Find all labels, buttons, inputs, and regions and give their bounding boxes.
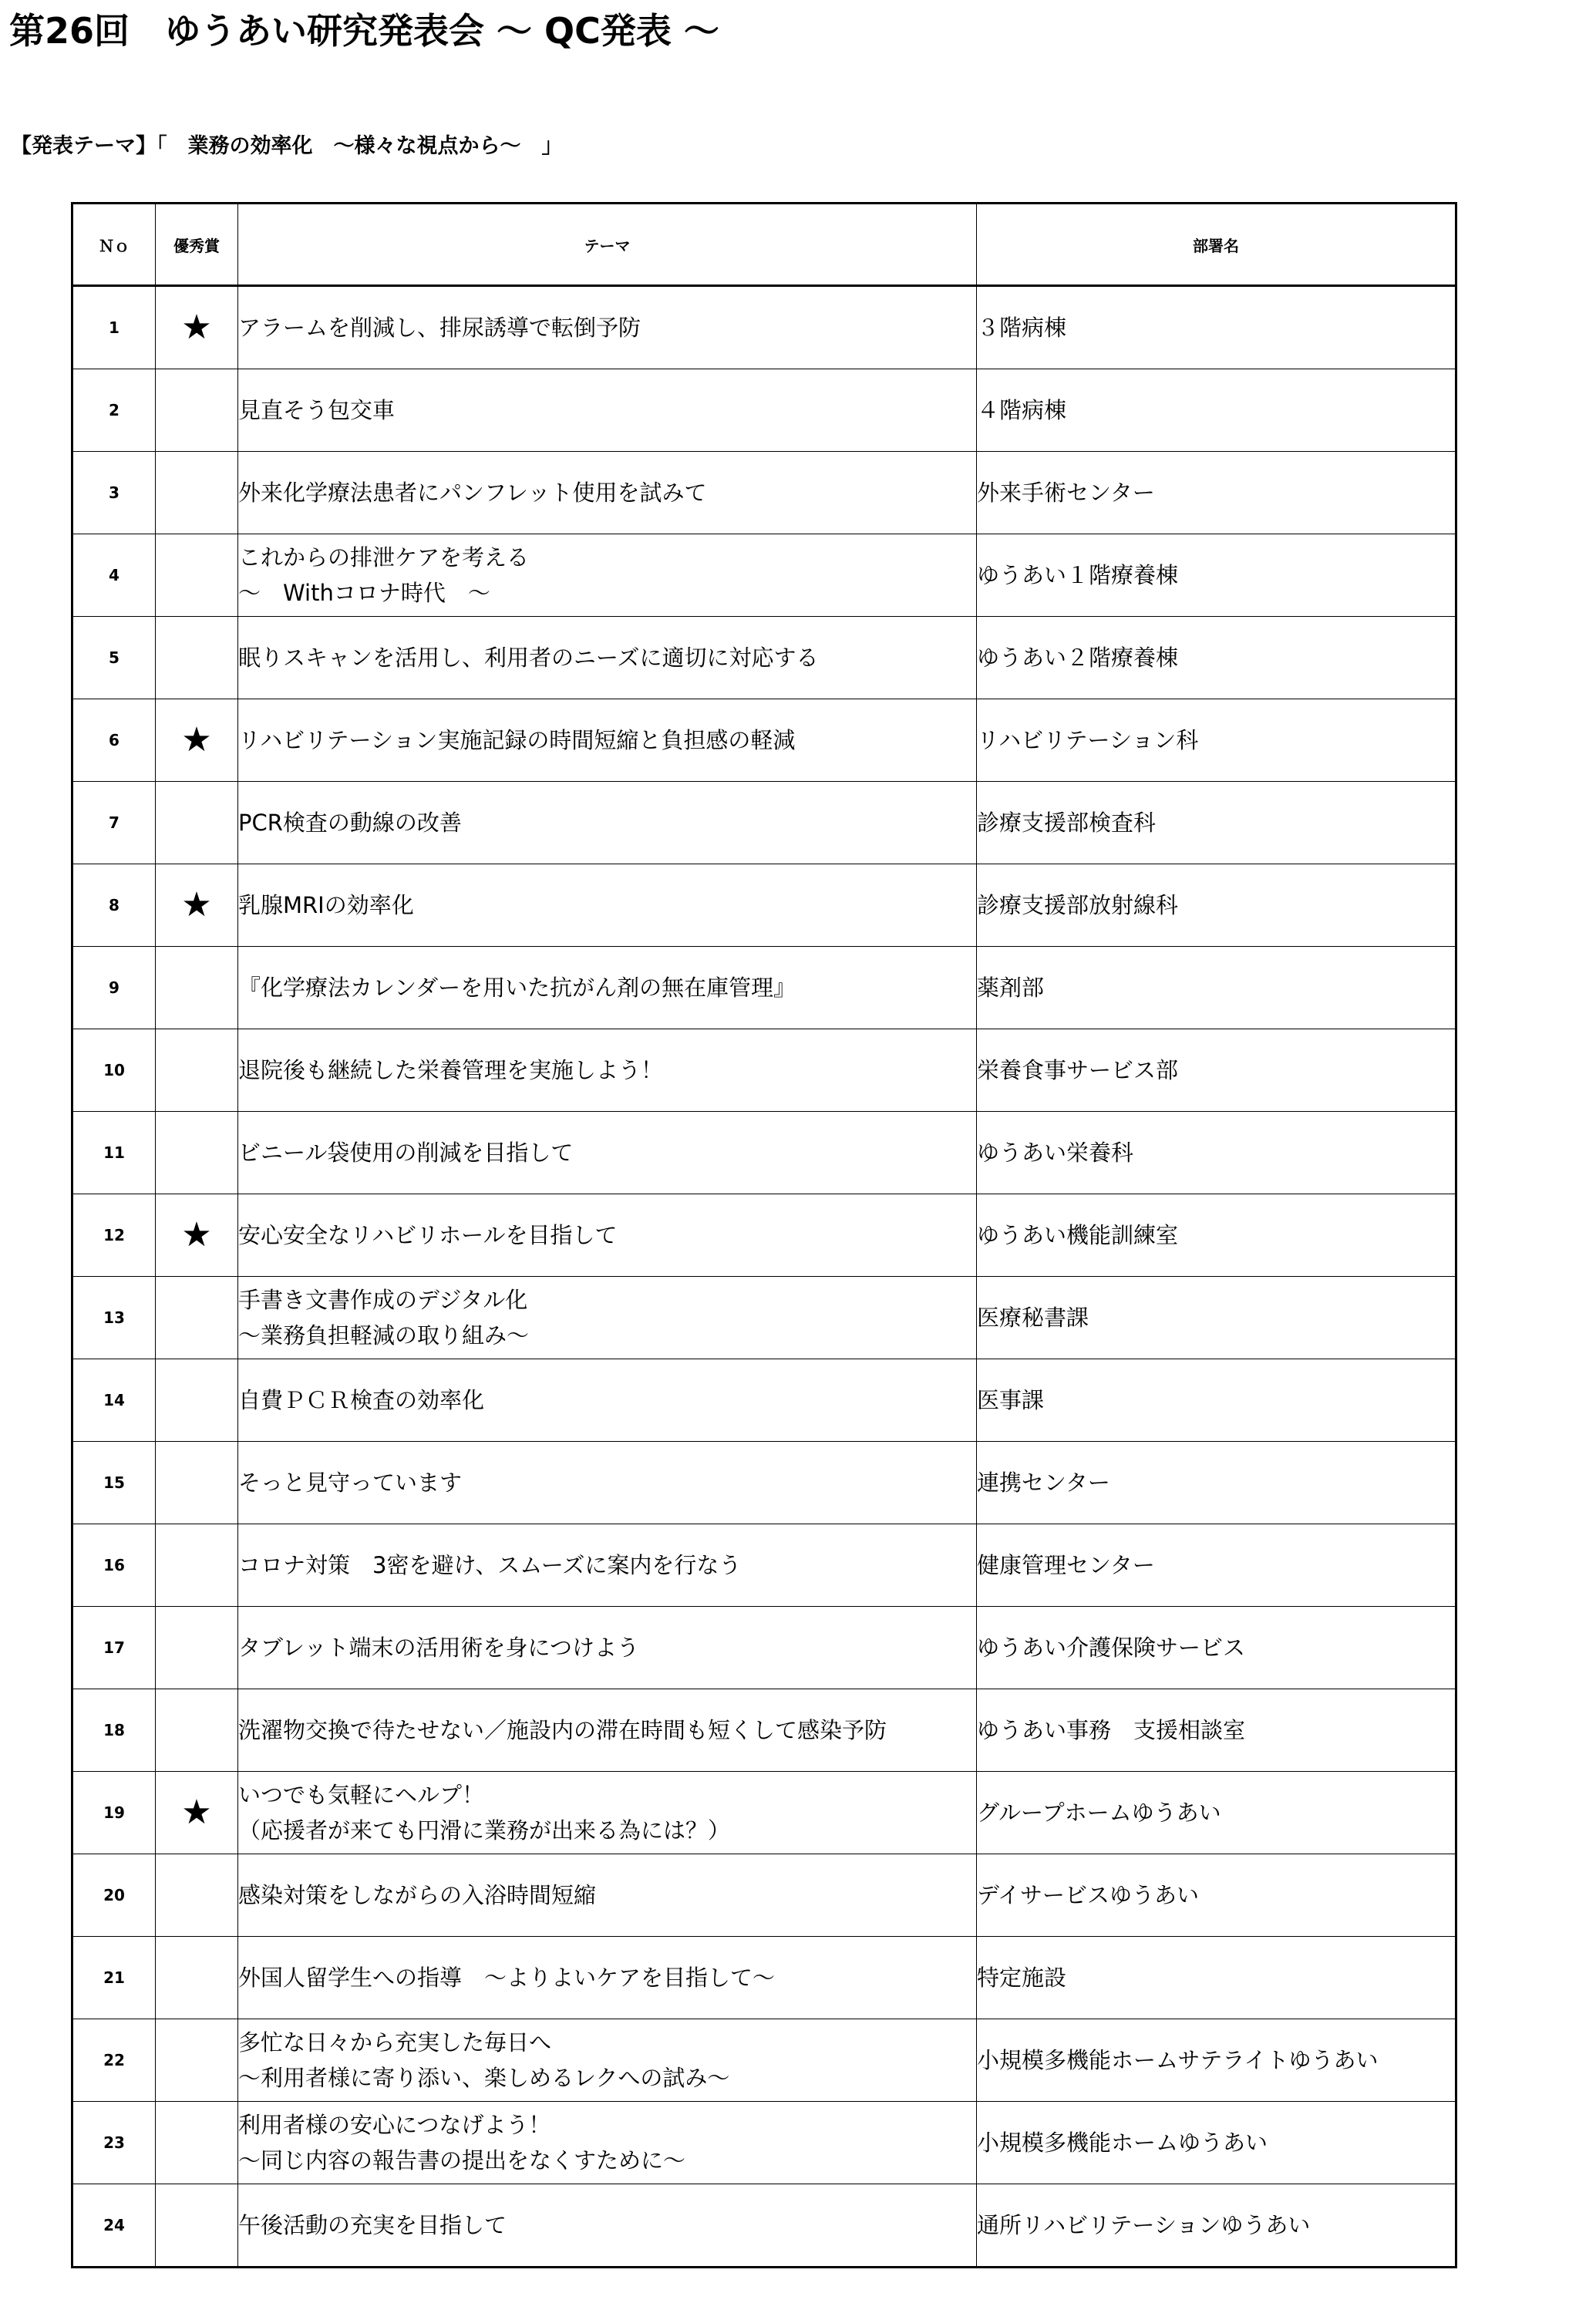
presentation-theme: 【発表テーマ】「 業務の効率化 ～様々な視点から～ 」 xyxy=(11,134,563,158)
row-department: ゆうあい栄養科 xyxy=(977,1112,1456,1194)
award-star xyxy=(156,534,238,617)
table-row xyxy=(72,1524,1456,1607)
row-number: 6 xyxy=(72,699,156,782)
award-star xyxy=(156,1524,238,1607)
table-row xyxy=(72,2184,1456,2268)
row-theme: 見直そう包交車 xyxy=(238,369,977,452)
table-row xyxy=(72,1854,1456,1937)
table-row xyxy=(72,2019,1456,2102)
table-row xyxy=(72,1442,1456,1524)
row-number: 12 xyxy=(72,1194,156,1277)
table-row xyxy=(72,1937,1456,2019)
award-star: ★ xyxy=(156,286,238,369)
row-department: グループホームゆうあい xyxy=(977,1772,1456,1854)
row-number: 21 xyxy=(72,1937,156,2019)
row-number: 4 xyxy=(72,534,156,617)
row-department: 通所リハビリテーションゆうあい xyxy=(977,2184,1456,2268)
award-star xyxy=(156,1359,238,1442)
row-theme: 退院後も継続した栄養管理を実施しよう！ xyxy=(238,1029,977,1112)
award-star: ★ xyxy=(156,1772,238,1854)
row-number: 16 xyxy=(72,1524,156,1607)
row-theme: タブレット端末の活用術を身につけよう xyxy=(238,1607,977,1689)
row-number: 18 xyxy=(72,1689,156,1772)
award-star xyxy=(156,1937,238,2019)
row-department: ゆうあい介護保険サービス xyxy=(977,1607,1456,1689)
award-star: ★ xyxy=(156,699,238,782)
row-number: 9 xyxy=(72,947,156,1029)
header-dept: 部署名 xyxy=(977,204,1456,286)
award-star xyxy=(156,617,238,699)
award-star xyxy=(156,2102,238,2184)
row-department: 医療秘書課 xyxy=(977,1277,1456,1359)
row-department: 医事課 xyxy=(977,1359,1456,1442)
row-theme: いつでも気軽にヘルプ！ （応援者が来ても円滑に業務が出来る為には？） xyxy=(238,1772,977,1854)
row-number: 10 xyxy=(72,1029,156,1112)
row-number: 23 xyxy=(72,2102,156,2184)
award-star xyxy=(156,1854,238,1937)
row-theme: 『化学療法カレンダーを用いた抗がん剤の無在庫管理』 xyxy=(238,947,977,1029)
row-theme: コロナ対策 3密を避け、スムーズに案内を行なう xyxy=(238,1524,977,1607)
award-star xyxy=(156,452,238,534)
row-department: 小規模多機能ホームサテライトゆうあい xyxy=(977,2019,1456,2102)
award-star: ★ xyxy=(156,1194,238,1277)
row-number: 3 xyxy=(72,452,156,534)
row-number: 1 xyxy=(72,286,156,369)
award-star xyxy=(156,1607,238,1689)
row-theme: 手書き文書作成のデジタル化 ～業務負担軽減の取り組み～ xyxy=(238,1277,977,1359)
table-row xyxy=(72,1277,1456,1359)
row-number: 7 xyxy=(72,782,156,864)
award-star: ★ xyxy=(156,864,238,947)
table-row xyxy=(72,286,1456,369)
row-department: ゆうあい１階療養棟 xyxy=(977,534,1456,617)
row-number: 5 xyxy=(72,617,156,699)
row-number: 14 xyxy=(72,1359,156,1442)
award-star xyxy=(156,369,238,452)
row-theme: そっと見守っています xyxy=(238,1442,977,1524)
award-star xyxy=(156,1112,238,1194)
row-theme: 洗濯物交換で待たせない／施設内の滞在時間も短くして感染予防 xyxy=(238,1689,977,1772)
row-number: 20 xyxy=(72,1854,156,1937)
row-department: 診療支援部放射線科 xyxy=(977,864,1456,947)
award-star xyxy=(156,1277,238,1359)
award-star xyxy=(156,2184,238,2268)
row-theme: 外国人留学生への指導 ～よりよいケアを目指して～ xyxy=(238,1937,977,2019)
row-department: 特定施設 xyxy=(977,1937,1456,2019)
row-department: ゆうあい事務 支援相談室 xyxy=(977,1689,1456,1772)
row-theme: 感染対策をしながらの入浴時間短縮 xyxy=(238,1854,977,1937)
row-theme: アラームを削減し、排尿誘導で転倒予防 xyxy=(238,286,977,369)
row-theme: 自費ＰＣＲ検査の効率化 xyxy=(238,1359,977,1442)
row-number: 15 xyxy=(72,1442,156,1524)
row-theme: PCR検査の動線の改善 xyxy=(238,782,977,864)
table-row xyxy=(72,1772,1456,1854)
table-row xyxy=(72,369,1456,452)
row-department: 栄養食事サービス部 xyxy=(977,1029,1456,1112)
row-department: リハビリテーション科 xyxy=(977,699,1456,782)
row-department: 小規模多機能ホームゆうあい xyxy=(977,2102,1456,2184)
award-star xyxy=(156,1029,238,1112)
table-row xyxy=(72,1112,1456,1194)
table-row xyxy=(72,1029,1456,1112)
row-theme: リハビリテーション実施記録の時間短縮と負担感の軽減 xyxy=(238,699,977,782)
row-department: デイサービスゆうあい xyxy=(977,1854,1456,1937)
table-row xyxy=(72,534,1456,617)
row-number: 19 xyxy=(72,1772,156,1854)
row-theme: 多忙な日々から充実した毎日へ ～利用者様に寄り添い、楽しめるレクへの試み～ xyxy=(238,2019,977,2102)
row-number: 11 xyxy=(72,1112,156,1194)
presentation-table xyxy=(71,202,1457,2268)
row-theme: 外来化学療法患者にパンフレット使用を試みて xyxy=(238,452,977,534)
table-row xyxy=(72,1607,1456,1689)
row-department: ゆうあい機能訓練室 xyxy=(977,1194,1456,1277)
row-department: 外来手術センター xyxy=(977,452,1456,534)
row-department: 健康管理センター xyxy=(977,1524,1456,1607)
table-row xyxy=(72,452,1456,534)
table-body xyxy=(72,286,1456,2268)
row-department: ４階病棟 xyxy=(977,369,1456,452)
row-theme: 安心安全なリハビリホールを目指して xyxy=(238,1194,977,1277)
row-number: 13 xyxy=(72,1277,156,1359)
row-department: ３階病棟 xyxy=(977,286,1456,369)
row-theme: 乳腺MRIの効率化 xyxy=(238,864,977,947)
table-row xyxy=(72,782,1456,864)
award-star xyxy=(156,947,238,1029)
table-row xyxy=(72,947,1456,1029)
award-star xyxy=(156,2019,238,2102)
row-number: 17 xyxy=(72,1607,156,1689)
row-theme: 利用者様の安心につなげよう！ ～同じ内容の報告書の提出をなくすために～ xyxy=(238,2102,977,2184)
row-number: 2 xyxy=(72,369,156,452)
row-theme: 眠りスキャンを活用し、利用者のニーズに適切に対応する xyxy=(238,617,977,699)
row-theme: これからの排泄ケアを考える ～ Withコロナ時代 ～ xyxy=(238,534,977,617)
header-theme: テーマ xyxy=(238,204,977,286)
row-department: 薬剤部 xyxy=(977,947,1456,1029)
table-row xyxy=(72,617,1456,699)
table-row xyxy=(72,1194,1456,1277)
header-no: Ｎｏ xyxy=(72,204,156,286)
table-row xyxy=(72,864,1456,947)
header-award: 優秀賞 xyxy=(156,204,238,286)
table-row xyxy=(72,1689,1456,1772)
row-theme: 午後活動の充実を目指して xyxy=(238,2184,977,2268)
table-header-row xyxy=(72,204,1456,286)
row-department: 連携センター xyxy=(977,1442,1456,1524)
row-department: ゆうあい２階療養棟 xyxy=(977,617,1456,699)
table-row xyxy=(72,1359,1456,1442)
page-title: 第26回 ゆうあい研究発表会 ～ QC発表 ～ xyxy=(9,10,719,52)
row-number: 8 xyxy=(72,864,156,947)
row-theme: ビニール袋使用の削減を目指して xyxy=(238,1112,977,1194)
table-row xyxy=(72,2102,1456,2184)
row-number: 22 xyxy=(72,2019,156,2102)
award-star xyxy=(156,782,238,864)
row-department: 診療支援部検査科 xyxy=(977,782,1456,864)
award-star xyxy=(156,1689,238,1772)
award-star xyxy=(156,1442,238,1524)
row-number: 24 xyxy=(72,2184,156,2268)
table-row xyxy=(72,699,1456,782)
